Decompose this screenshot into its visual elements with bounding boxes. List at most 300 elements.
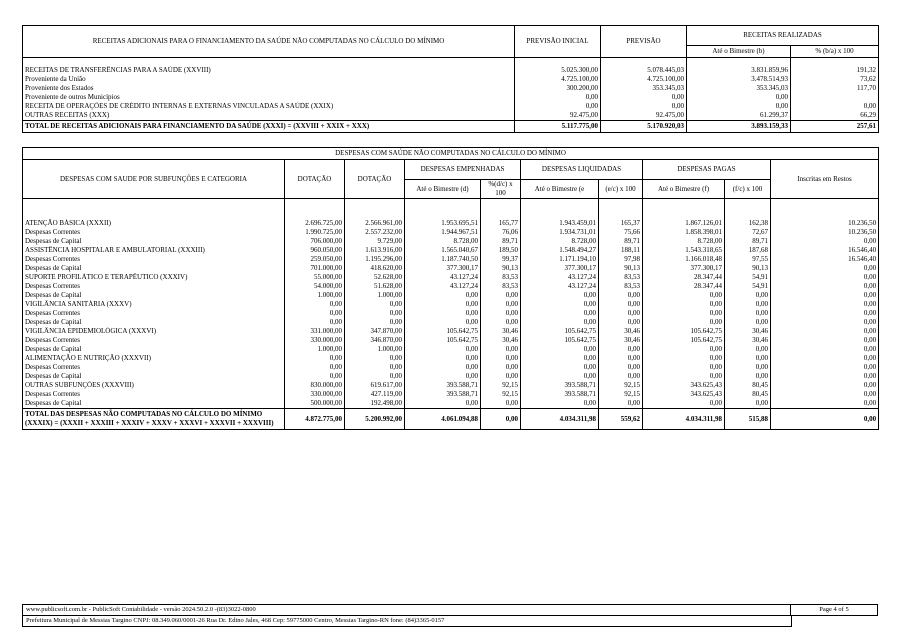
col-pct-b-a: % (b/a) x 100 (791, 46, 879, 58)
col-despesas-pagas: DESPESAS PAGAS (643, 160, 771, 180)
cell-value: 54.000,00 (285, 282, 345, 291)
cell-value: 0,00 (771, 363, 879, 372)
cell-value: 0,00 (771, 273, 879, 282)
cell-value: 515,88 (725, 409, 771, 430)
col-emp-bimestre-d: Até o Bimestre (d) (405, 180, 481, 199)
cell-value: 80,45 (725, 390, 771, 399)
cell-value: 0,00 (405, 399, 481, 409)
cell-value: 30,46 (725, 327, 771, 336)
cell-value: 4.872.775,00 (285, 409, 345, 430)
cell-value: 5.117.775,00 (515, 121, 601, 133)
table-row (23, 309, 879, 318)
col-ate-bimestre-b: Até o Bimestre (b) (687, 46, 791, 58)
cell-value: 0,00 (599, 399, 643, 409)
receitas-body (23, 66, 879, 121)
cell-value: 0,00 (725, 372, 771, 381)
cell-value: 393.588,71 (405, 381, 481, 390)
cell-value: 1.934.731,01 (521, 228, 599, 237)
row-label: Despesas Correntes (23, 309, 285, 318)
cell-value: 30,46 (599, 336, 643, 345)
cell-value: 393.588,71 (405, 390, 481, 399)
cell-value: 0,00 (687, 102, 791, 111)
cell-value: 89,71 (599, 237, 643, 246)
cell-value: 259.050,00 (285, 255, 345, 264)
cell-value: 0,00 (771, 309, 879, 318)
cell-value: 1.000,00 (285, 291, 345, 300)
cell-value: 92.475,00 (601, 111, 687, 121)
cell-value: 343.625,43 (643, 381, 725, 390)
table-row (23, 390, 879, 399)
cell-value: 92,15 (481, 390, 521, 399)
cell-value: 331.000,00 (285, 327, 345, 336)
spacer-row (23, 58, 879, 67)
cell-value: 0,00 (771, 327, 879, 336)
cell-value: 0,00 (481, 363, 521, 372)
table-row (23, 228, 879, 237)
cell-value: 72,67 (725, 228, 771, 237)
cell-value: 330.000,00 (285, 390, 345, 399)
row-label: Despesas Correntes (23, 336, 285, 345)
row-label: RECEITAS DE TRANSFERÊNCIAS PARA A SAÚDE (XXVIII) (23, 66, 515, 75)
cell-value: 257,61 (791, 121, 879, 133)
cell-value: 330.000,00 (285, 336, 345, 345)
cell-value: 75,66 (599, 228, 643, 237)
cell-value: 0,00 (521, 372, 599, 381)
cell-value: 0,00 (771, 264, 879, 273)
row-label: Despesas Correntes (23, 390, 285, 399)
cell-value: 73,62 (791, 75, 879, 84)
col-despesas-empenhadas: DESPESAS EMPENHADAS (405, 160, 521, 180)
cell-value: 1.548.494,27 (521, 246, 599, 255)
cell-value: 83,53 (481, 282, 521, 291)
row-label: Proveniente da União (23, 75, 515, 84)
cell-value: 0,00 (285, 354, 345, 363)
table-row (23, 246, 879, 255)
cell-value: 105.642,75 (643, 327, 725, 336)
cell-value: 0,00 (643, 354, 725, 363)
cell-value: 51.628,00 (345, 282, 405, 291)
cell-value: 83,53 (599, 282, 643, 291)
cell-value: 0,00 (345, 309, 405, 318)
row-label: ALIMENTAÇÃO E NUTRIÇÃO (XXXVII) (23, 354, 285, 363)
cell-value: 4.725.100,00 (601, 75, 687, 84)
cell-value: 706.000,00 (285, 237, 345, 246)
table-row (23, 93, 879, 102)
receitas-title: RECEITAS ADICIONAIS PARA O FINANCIAMENTO DA SAÚDE NÃO COMPUTADAS NO CÁLCULO DO MÍNIMO (23, 26, 515, 58)
cell-value: 0,00 (643, 372, 725, 381)
cell-value: 377.300,17 (405, 264, 481, 273)
despesas-body (23, 219, 879, 409)
table-row (23, 219, 879, 228)
cell-value: 61.299,37 (687, 111, 791, 121)
cell-value: 0,00 (345, 300, 405, 309)
cell-value: 0,00 (599, 354, 643, 363)
row-label: SUPORTE PROFILÁTICO E TERAPÊUTICO (XXXIV) (23, 273, 285, 282)
cell-value: 89,71 (725, 237, 771, 246)
cell-value: 1.171.194,10 (521, 255, 599, 264)
cell-value: 1.858.398,01 (643, 228, 725, 237)
cell-value: 0,00 (481, 345, 521, 354)
cell-value: 0,00 (405, 318, 481, 327)
cell-value: 3.893.159,33 (687, 121, 791, 133)
cell-value: 105.642,75 (405, 327, 481, 336)
cell-value: 83,53 (481, 273, 521, 282)
cell-value: 43.127,24 (405, 273, 481, 282)
row-label: Despesas de Capital (23, 291, 285, 300)
footer-entity-line: Prefeitura Municipal de Messias Targino CNPJ: 08.349.060/0001-26 Rua Dr. Edino Jales, 468 Cep: 59775000 Centro, Messias Targino-RN fone: (84)3365-0157 (23, 615, 791, 626)
cell-value: 16.546,40 (771, 255, 879, 264)
cell-value: 353.345,03 (601, 84, 687, 93)
cell-value: 66,29 (791, 111, 879, 121)
cell-value: 28.347,44 (643, 273, 725, 282)
cell-value: 0,00 (481, 318, 521, 327)
cell-value: 0,00 (481, 372, 521, 381)
cell-value: 0,00 (481, 409, 521, 430)
table-row (23, 255, 879, 264)
cell-value: 0,00 (643, 318, 725, 327)
row-label: Despesas de Capital (23, 318, 285, 327)
cell-value: 347.870,00 (345, 327, 405, 336)
cell-value: 1.000,00 (345, 345, 405, 354)
table-row (23, 399, 879, 409)
cell-value: 0,00 (643, 309, 725, 318)
cell-value: 0,00 (771, 390, 879, 399)
cell-value: 427.119,00 (345, 390, 405, 399)
cell-value: 0,00 (687, 93, 791, 102)
cell-value: 0,00 (771, 381, 879, 390)
cell-value: 28.347,44 (643, 282, 725, 291)
cell-value: 117,70 (791, 84, 879, 93)
cell-value: 1.867.126,01 (643, 219, 725, 228)
cell-value: 377.300,17 (643, 264, 725, 273)
cell-value: 0,00 (481, 309, 521, 318)
cell-value: 0,00 (601, 93, 687, 102)
cell-value: 0,00 (405, 300, 481, 309)
cell-value: 0,00 (725, 300, 771, 309)
cell-value: 0,00 (643, 291, 725, 300)
cell-value: 2.566.961,00 (345, 219, 405, 228)
cell-value: 4.034.311,98 (643, 409, 725, 430)
cell-value: 105.642,75 (405, 336, 481, 345)
cell-value: 0,00 (725, 354, 771, 363)
cell-value (791, 93, 879, 102)
despesas-band-title: DESPESAS COM SAÚDE NÃO COMPUTADAS NO CÁLCULO DO MÍNIMO (23, 148, 879, 160)
cell-value: 0,00 (405, 309, 481, 318)
table-row (23, 372, 879, 381)
cell-value: 0,00 (285, 300, 345, 309)
cell-value: 343.625,43 (643, 390, 725, 399)
cell-value: 0,00 (771, 336, 879, 345)
table-row (23, 300, 879, 309)
spacer-row (23, 199, 879, 220)
row-label: Despesas de Capital (23, 264, 285, 273)
receitas-table (22, 25, 879, 133)
cell-value: 10.236,50 (771, 219, 879, 228)
cell-value: 90,13 (481, 264, 521, 273)
col-previsao-inicial: PREVISÃO INICIAL (515, 26, 601, 58)
cell-value: 377.300,17 (521, 264, 599, 273)
cell-value: 97,55 (725, 255, 771, 264)
cell-value: 0,00 (771, 291, 879, 300)
cell-value: 0,00 (521, 318, 599, 327)
cell-value: 90,13 (725, 264, 771, 273)
cell-value: 0,00 (405, 291, 481, 300)
cell-value: 0,00 (405, 372, 481, 381)
footer-software-line: www.publicsoft.com.br - PublicSoft Contabilidade - versão 2024.50.2.0 -(83)3022-0800 (26, 606, 256, 613)
receitas-header-row (23, 26, 879, 46)
cell-value: 30,46 (481, 336, 521, 345)
row-label: Despesas Correntes (23, 228, 285, 237)
row-label: Despesas Correntes (23, 363, 285, 372)
row-label: Despesas de Capital (23, 237, 285, 246)
cell-value: 10.236,50 (771, 228, 879, 237)
cell-value: 5.078.445,03 (601, 66, 687, 75)
col-despesas-liquidadas: DESPESAS LIQUIDADAS (521, 160, 643, 180)
cell-value: 80,45 (725, 381, 771, 390)
table-row (23, 84, 879, 93)
cell-value: 165,37 (599, 219, 643, 228)
cell-value: 0,00 (771, 354, 879, 363)
cell-value: 8.728,00 (643, 237, 725, 246)
row-label: Proveniente dos Estados (23, 84, 515, 93)
cell-value: 1.944.967,51 (405, 228, 481, 237)
cell-value: 0,00 (285, 318, 345, 327)
cell-value: 300.200,00 (515, 84, 601, 93)
cell-value: 52.628,00 (345, 273, 405, 282)
table-row (23, 318, 879, 327)
cell-value: 83,53 (599, 273, 643, 282)
cell-value: 1.613.916,00 (345, 246, 405, 255)
cell-value: 830.000,00 (285, 381, 345, 390)
table-row (23, 282, 879, 291)
cell-value: 0,00 (521, 291, 599, 300)
cell-value: 0,00 (345, 318, 405, 327)
cell-value: 105.642,75 (643, 336, 725, 345)
cell-value: 2.557.232,00 (345, 228, 405, 237)
page-number-box: Page 4 of 5 (790, 604, 878, 616)
cell-value: 3.831.859,96 (687, 66, 791, 75)
cell-value: 54,91 (725, 273, 771, 282)
cell-value: 1.166.018,48 (643, 255, 725, 264)
cell-value: 0,00 (771, 237, 879, 246)
cell-value: 99,37 (481, 255, 521, 264)
cell-value: 0,00 (481, 300, 521, 309)
cell-value: 5.170.920,03 (601, 121, 687, 133)
cell-value: 0,00 (599, 363, 643, 372)
cell-value: 0,00 (521, 354, 599, 363)
cell-value: 0,00 (643, 399, 725, 409)
cell-value: 30,46 (481, 327, 521, 336)
despesas-total-label: TOTAL DAS DESPESAS NÃO COMPUTADAS NO CÁLCULO DO MÍNIMO (XXXIX) = (XXXII + XXXIII + XXXIV + XXXV + XXXVI + XXXVII + XXXVIII) (23, 409, 285, 430)
cell-value: 43.127,24 (521, 282, 599, 291)
cell-value: 0,00 (481, 291, 521, 300)
cell-value: 0,00 (345, 363, 405, 372)
cell-value: 0,00 (725, 318, 771, 327)
table-row (23, 354, 879, 363)
table-row (23, 264, 879, 273)
cell-value: 500.000,00 (285, 399, 345, 409)
cell-value: 0,00 (405, 345, 481, 354)
row-label: ASSISTÊNCIA HOSPITALAR E AMBULATORIAL (XXXIII) (23, 246, 285, 255)
despesas-table (22, 147, 879, 430)
cell-value: 90,13 (599, 264, 643, 273)
cell-value: 0,00 (771, 345, 879, 354)
cell-value: 188,11 (599, 246, 643, 255)
cell-value: 0,00 (345, 354, 405, 363)
cell-value: 0,00 (599, 345, 643, 354)
row-label: VIGILÂNCIA EPIDEMIOLÓGICA (XXXVI) (23, 327, 285, 336)
cell-value: 0,00 (515, 93, 601, 102)
row-label: RECEITA DE OPERAÇÕES DE CRÉDITO INTERNAS E EXTERNAS VINCULADAS A SAÚDE (XXIX) (23, 102, 515, 111)
cell-value: 559,62 (599, 409, 643, 430)
cell-value: 43.127,24 (405, 282, 481, 291)
cell-value: 0,00 (643, 300, 725, 309)
cell-value: 1.195.296,00 (345, 255, 405, 264)
cell-value: 0,00 (725, 291, 771, 300)
cell-value: 2.696.725,00 (285, 219, 345, 228)
cell-value: 0,00 (285, 372, 345, 381)
cell-value: 76,06 (481, 228, 521, 237)
receitas-total-row (23, 121, 879, 133)
cell-value: 0,00 (771, 399, 879, 409)
cell-value: 0,00 (521, 363, 599, 372)
cell-value: 0,00 (521, 309, 599, 318)
cell-value: 0,00 (771, 372, 879, 381)
cell-value: 4.034.311,98 (521, 409, 599, 430)
cell-value: 4.061.094,88 (405, 409, 481, 430)
cell-value: 1.543.318,65 (643, 246, 725, 255)
cell-value: 0,00 (521, 399, 599, 409)
cell-value: 3.478.514,93 (687, 75, 791, 84)
table-row (23, 336, 879, 345)
cell-value: 960.050,00 (285, 246, 345, 255)
cell-value: 16.546,40 (771, 246, 879, 255)
cell-value: 0,00 (725, 309, 771, 318)
cell-value: 89,71 (481, 237, 521, 246)
table-row (23, 327, 879, 336)
cell-value: 0,00 (771, 409, 879, 430)
cell-value: 0,00 (643, 345, 725, 354)
cell-value: 0,00 (643, 363, 725, 372)
row-label: ATENÇÃO BÁSICA (XXXII) (23, 219, 285, 228)
row-label: Despesas de Capital (23, 399, 285, 409)
cell-value: 105.642,75 (521, 336, 599, 345)
footer-info-box (22, 604, 792, 627)
despesas-band-row (23, 148, 879, 160)
despesas-header-row (23, 160, 879, 180)
row-label: Despesas Correntes (23, 255, 285, 264)
cell-value: 43.127,24 (521, 273, 599, 282)
cell-value: 5.025.300,00 (515, 66, 601, 75)
cell-value: 0,00 (599, 309, 643, 318)
receitas-total-label: TOTAL DE RECEITAS ADICIONAIS PARA FINANCIAMENTO DA SAÚDE (XXXI) = (XXVIII + XXIX + XXX) (23, 121, 515, 133)
cell-value: 30,46 (725, 336, 771, 345)
cell-value: 0,00 (285, 363, 345, 372)
col-pag-pct: (f/c) x 100 (725, 180, 771, 199)
col-receitas-realizadas: RECEITAS REALIZADAS (687, 26, 879, 46)
cell-value: 619.617,00 (345, 381, 405, 390)
cell-value: 1.000,00 (285, 345, 345, 354)
cell-value: 1.943.459,01 (521, 219, 599, 228)
col-dotacao-atualizada: DOTAÇÃO (345, 160, 405, 199)
row-label: Despesas de Capital (23, 372, 285, 381)
cell-value: 5.200.992,00 (345, 409, 405, 430)
cell-value: 0,00 (771, 282, 879, 291)
cell-value: 1.565.040,67 (405, 246, 481, 255)
cell-value: 1.953.695,51 (405, 219, 481, 228)
cell-value: 0,00 (601, 102, 687, 111)
cell-value: 0,00 (515, 102, 601, 111)
cell-value: 0,00 (725, 345, 771, 354)
row-label: Despesas Correntes (23, 282, 285, 291)
cell-value: 0,00 (521, 345, 599, 354)
table-row (23, 381, 879, 390)
cell-value: 192.498,00 (345, 399, 405, 409)
cell-value: 97,98 (599, 255, 643, 264)
cell-value: 0,00 (791, 102, 879, 111)
cell-value: 1.000,00 (345, 291, 405, 300)
cell-value: 9.729,00 (345, 237, 405, 246)
cell-value: 0,00 (771, 318, 879, 327)
cell-value: 4.725.100,00 (515, 75, 601, 84)
table-row (23, 75, 879, 84)
cell-value: 418.620,00 (345, 264, 405, 273)
cell-value: 353.345,03 (687, 84, 791, 93)
table-row (23, 66, 879, 75)
cell-value: 701.000,00 (285, 264, 345, 273)
cell-value: 92,15 (481, 381, 521, 390)
cell-value: 162,38 (725, 219, 771, 228)
cell-value: 0,00 (599, 300, 643, 309)
cell-value: 0,00 (599, 372, 643, 381)
cell-value: 393.588,71 (521, 390, 599, 399)
cell-value: 92,15 (599, 390, 643, 399)
col-dotacao-inicial: DOTAÇÃO (285, 160, 345, 199)
cell-value: 1.990.725,00 (285, 228, 345, 237)
cell-value: 30,46 (599, 327, 643, 336)
row-label: Despesas de Capital (23, 345, 285, 354)
cell-value: 92,15 (599, 381, 643, 390)
cell-value: 92.475,00 (515, 111, 601, 121)
cell-value: 346.870,00 (345, 336, 405, 345)
table-row (23, 237, 879, 246)
cell-value: 0,00 (405, 354, 481, 363)
col-liq-pct: (e/c) x 100 (599, 180, 643, 199)
table-row (23, 345, 879, 354)
col-liq-bimestre-e: Até o Bimestre (e (521, 180, 599, 199)
cell-value: 0,00 (521, 300, 599, 309)
cell-value: 55.000,00 (285, 273, 345, 282)
col-emp-pct: %(d/c) x 100 (481, 180, 521, 199)
cell-value: 0,00 (481, 399, 521, 409)
col-previsao: PREVISÃO (601, 26, 687, 58)
cell-value: 189,50 (481, 246, 521, 255)
table-row (23, 291, 879, 300)
cell-value: 393.588,71 (521, 381, 599, 390)
cell-value: 187,68 (725, 246, 771, 255)
table-row (23, 102, 879, 111)
cell-value: 0,00 (599, 291, 643, 300)
cell-value: 165,77 (481, 219, 521, 228)
cell-value: 191,32 (791, 66, 879, 75)
cell-value: 0,00 (481, 354, 521, 363)
row-label: Proveniente de outros Municípios (23, 93, 515, 102)
row-label: OUTRAS SUBFUNÇÕES (XXXVIII) (23, 381, 285, 390)
cell-value: 0,00 (599, 318, 643, 327)
table-row (23, 111, 879, 121)
col-pag-bimestre-f: Até o Bimestre (f) (643, 180, 725, 199)
cell-value: 54,91 (725, 282, 771, 291)
